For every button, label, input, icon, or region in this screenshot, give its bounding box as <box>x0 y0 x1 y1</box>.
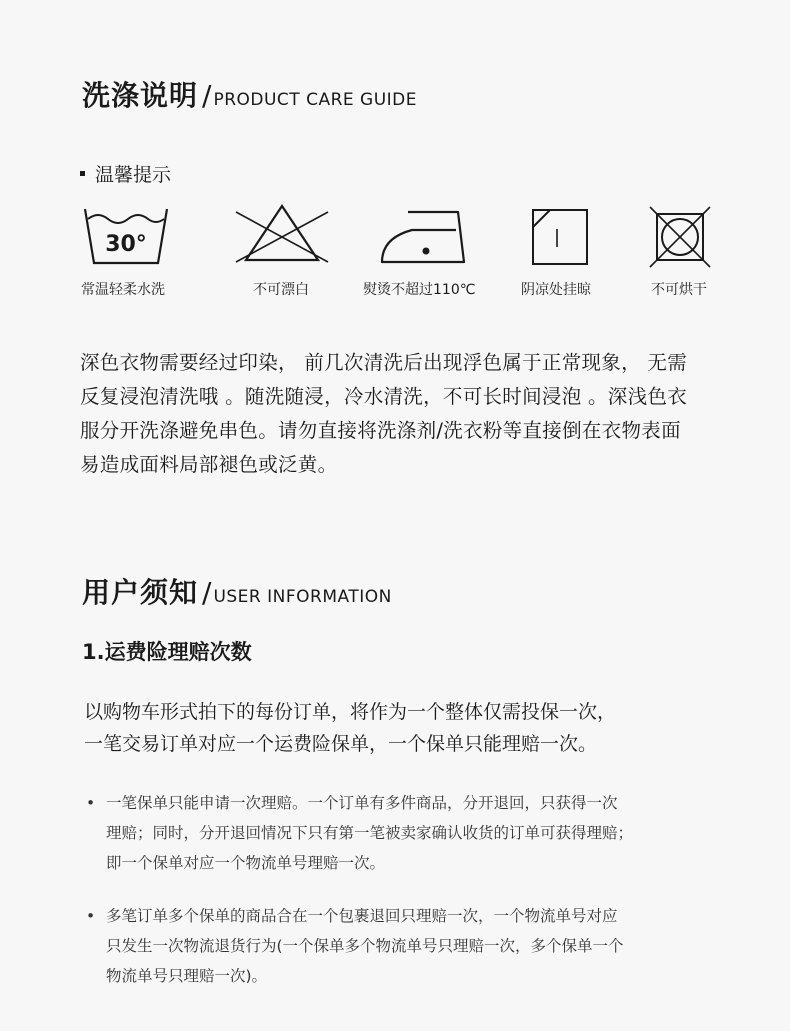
user-title-en: USER INFORMATION <box>213 587 392 607</box>
care-title-slash: / <box>202 79 212 112</box>
user-line: 一笔交易订单对应一个运费险保单，一个保单只能理赔一次。 <box>84 733 598 755</box>
care-paragraph <box>80 346 740 482</box>
tip-title <box>80 160 171 187</box>
user-subhead: 1.运费险理赔次数 <box>82 640 252 664</box>
care-title-cn: 洗涤说明 <box>82 79 199 112</box>
bullet-line: 一笔保单只能申请一次理赔。一个订单有多件商品，分开退回，只获得一次 <box>106 794 618 812</box>
iron-icon <box>378 208 472 266</box>
care-title-en: PRODUCT CARE GUIDE <box>213 90 418 110</box>
user-section-title <box>82 571 392 611</box>
bullet-mark: • <box>86 794 96 812</box>
care-line: 反复浸泡清洗哦 。随洗随浸，冷水清洗，不可长时间浸泡 。深浅色衣 <box>80 385 687 408</box>
bullet-line: 多笔订单多个保单的商品合在一个包裹退回只理赔一次，一个物流单号对应 <box>106 907 618 925</box>
care-line: 服分开洗涤避免串色。请勿直接将洗涤剂/洗衣粉等直接倒在衣物表面 <box>80 419 681 442</box>
icon-label-shade-dry: 阴凉处挂晾 <box>521 282 591 298</box>
no-tumble-dry-icon <box>648 205 712 269</box>
wash-temp-label: 30° <box>105 232 147 257</box>
bullet-line: 理赔；同时，分开退回情况下只有第一笔被卖家确认收货的订单可获得理赔； <box>106 824 634 842</box>
bullet-mark: • <box>86 907 96 925</box>
icon-label-iron: 熨烫不超过110℃ <box>363 282 476 298</box>
care-section-title <box>82 74 417 114</box>
bullet-item <box>86 788 726 878</box>
bullet-line: 物流单号只理赔一次)。 <box>106 967 268 985</box>
bullet-line: 只发生一次物流退货行为(一个保单多个物流单号只理赔一次，多个保单一个 <box>106 937 624 955</box>
icon-label-tumble: 不可烘干 <box>651 282 707 298</box>
shade-dry-icon <box>530 207 592 267</box>
user-title-slash: / <box>202 576 212 609</box>
bullet-item <box>86 901 726 991</box>
icon-label-wash: 常温轻柔水洗 <box>81 282 165 298</box>
no-bleach-icon <box>232 200 332 266</box>
tip-title-text: 温馨提示 <box>95 164 172 186</box>
bullet-square-icon <box>80 171 85 176</box>
wash-30-icon <box>82 205 172 267</box>
user-title-cn: 用户须知 <box>82 576 199 609</box>
bullet-line: 即一个保单对应一个物流单号理赔一次。 <box>106 854 386 872</box>
care-line: 易造成面料局部褪色或泛黄。 <box>80 453 338 476</box>
user-paragraph <box>84 696 724 760</box>
icon-label-bleach: 不可漂白 <box>253 282 309 298</box>
care-line: 深色衣物需要经过印染， 前几次清洗后出现浮色属于正常现象， 无需 <box>80 351 687 374</box>
user-line: 以购物车形式拍下的每份订单，将作为一个整体仅需投保一次， <box>84 701 617 723</box>
